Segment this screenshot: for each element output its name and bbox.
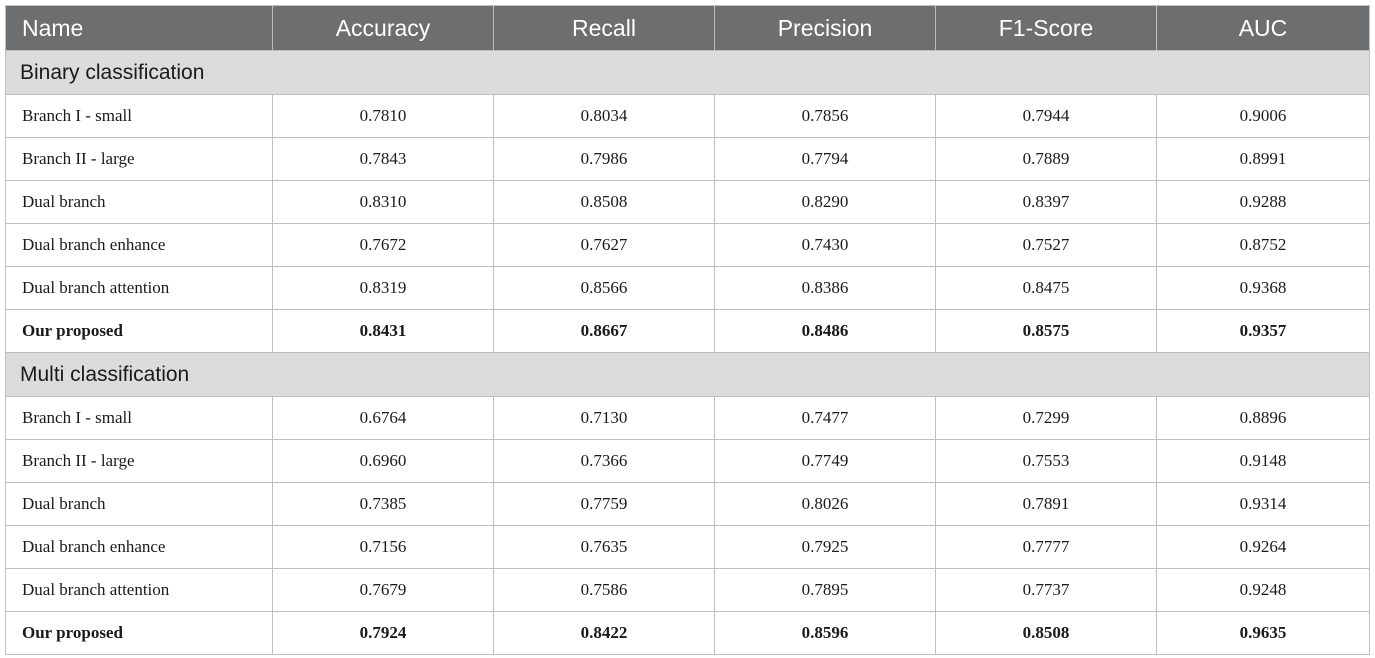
row-name: Our proposed [6, 310, 273, 353]
cell-precision: 0.8026 [715, 483, 936, 526]
cell-accuracy: 0.8319 [273, 267, 494, 310]
table-header [6, 6, 1370, 51]
cell-f1-score: 0.8475 [936, 267, 1157, 310]
results-table [5, 5, 1370, 655]
row-name: Dual branch [6, 181, 273, 224]
cell-accuracy: 0.7679 [273, 569, 494, 612]
cell-f1-score: 0.7553 [936, 440, 1157, 483]
table-row [6, 397, 1370, 440]
row-name: Dual branch attention [6, 267, 273, 310]
cell-auc: 0.9314 [1157, 483, 1370, 526]
cell-auc: 0.9288 [1157, 181, 1370, 224]
table-row [6, 569, 1370, 612]
cell-f1-score: 0.7737 [936, 569, 1157, 612]
section-row-multi [6, 353, 1370, 397]
cell-auc: 0.8752 [1157, 224, 1370, 267]
cell-accuracy: 0.8431 [273, 310, 494, 353]
cell-auc: 0.8896 [1157, 397, 1370, 440]
row-name: Branch I - small [6, 397, 273, 440]
cell-auc: 0.9248 [1157, 569, 1370, 612]
table-row [6, 267, 1370, 310]
cell-recall: 0.7627 [494, 224, 715, 267]
cell-recall: 0.7986 [494, 138, 715, 181]
row-name: Branch I - small [6, 95, 273, 138]
table-row-best [6, 612, 1370, 655]
cell-precision: 0.7895 [715, 569, 936, 612]
cell-f1-score: 0.8575 [936, 310, 1157, 353]
cell-recall: 0.7366 [494, 440, 715, 483]
cell-auc: 0.9635 [1157, 612, 1370, 655]
cell-auc: 0.9148 [1157, 440, 1370, 483]
cell-accuracy: 0.6960 [273, 440, 494, 483]
table-row [6, 181, 1370, 224]
row-name: Branch II - large [6, 440, 273, 483]
cell-recall: 0.7586 [494, 569, 715, 612]
cell-accuracy: 0.7385 [273, 483, 494, 526]
cell-recall: 0.8566 [494, 267, 715, 310]
cell-accuracy: 0.7672 [273, 224, 494, 267]
cell-precision: 0.8290 [715, 181, 936, 224]
table-row [6, 440, 1370, 483]
row-name: Dual branch [6, 483, 273, 526]
cell-f1-score: 0.7889 [936, 138, 1157, 181]
table-row [6, 224, 1370, 267]
cell-f1-score: 0.7299 [936, 397, 1157, 440]
cell-accuracy: 0.8310 [273, 181, 494, 224]
row-name: Our proposed [6, 612, 273, 655]
header-row [6, 6, 1370, 51]
cell-recall: 0.8508 [494, 181, 715, 224]
cell-precision: 0.7477 [715, 397, 936, 440]
section-title: Multi classification [6, 353, 1370, 397]
cell-precision: 0.7749 [715, 440, 936, 483]
cell-auc: 0.9357 [1157, 310, 1370, 353]
cell-precision: 0.7794 [715, 138, 936, 181]
header-f1-score: F1-Score [936, 6, 1157, 51]
row-name: Dual branch attention [6, 569, 273, 612]
header-name: Name [6, 6, 273, 51]
cell-recall: 0.8422 [494, 612, 715, 655]
cell-accuracy: 0.7156 [273, 526, 494, 569]
header-accuracy: Accuracy [273, 6, 494, 51]
cell-accuracy: 0.7924 [273, 612, 494, 655]
cell-recall: 0.7635 [494, 526, 715, 569]
header-precision: Precision [715, 6, 936, 51]
row-name: Dual branch enhance [6, 224, 273, 267]
section-row-binary [6, 51, 1370, 95]
header-recall: Recall [494, 6, 715, 51]
table-row-best [6, 310, 1370, 353]
cell-auc: 0.9264 [1157, 526, 1370, 569]
cell-f1-score: 0.7777 [936, 526, 1157, 569]
cell-precision: 0.7430 [715, 224, 936, 267]
cell-recall: 0.8034 [494, 95, 715, 138]
cell-f1-score: 0.8508 [936, 612, 1157, 655]
cell-accuracy: 0.7810 [273, 95, 494, 138]
table-row [6, 483, 1370, 526]
cell-recall: 0.7759 [494, 483, 715, 526]
cell-recall: 0.8667 [494, 310, 715, 353]
cell-precision: 0.7856 [715, 95, 936, 138]
cell-auc: 0.9368 [1157, 267, 1370, 310]
header-auc: AUC [1157, 6, 1370, 51]
table-row [6, 526, 1370, 569]
cell-precision: 0.8386 [715, 267, 936, 310]
cell-accuracy: 0.6764 [273, 397, 494, 440]
cell-precision: 0.8596 [715, 612, 936, 655]
cell-f1-score: 0.7944 [936, 95, 1157, 138]
table-body [6, 51, 1370, 655]
cell-f1-score: 0.8397 [936, 181, 1157, 224]
cell-precision: 0.8486 [715, 310, 936, 353]
row-name: Dual branch enhance [6, 526, 273, 569]
table-row [6, 95, 1370, 138]
cell-auc: 0.9006 [1157, 95, 1370, 138]
cell-auc: 0.8991 [1157, 138, 1370, 181]
table-row [6, 138, 1370, 181]
row-name: Branch II - large [6, 138, 273, 181]
section-title: Binary classification [6, 51, 1370, 95]
cell-precision: 0.7925 [715, 526, 936, 569]
cell-f1-score: 0.7891 [936, 483, 1157, 526]
cell-accuracy: 0.7843 [273, 138, 494, 181]
cell-f1-score: 0.7527 [936, 224, 1157, 267]
cell-recall: 0.7130 [494, 397, 715, 440]
